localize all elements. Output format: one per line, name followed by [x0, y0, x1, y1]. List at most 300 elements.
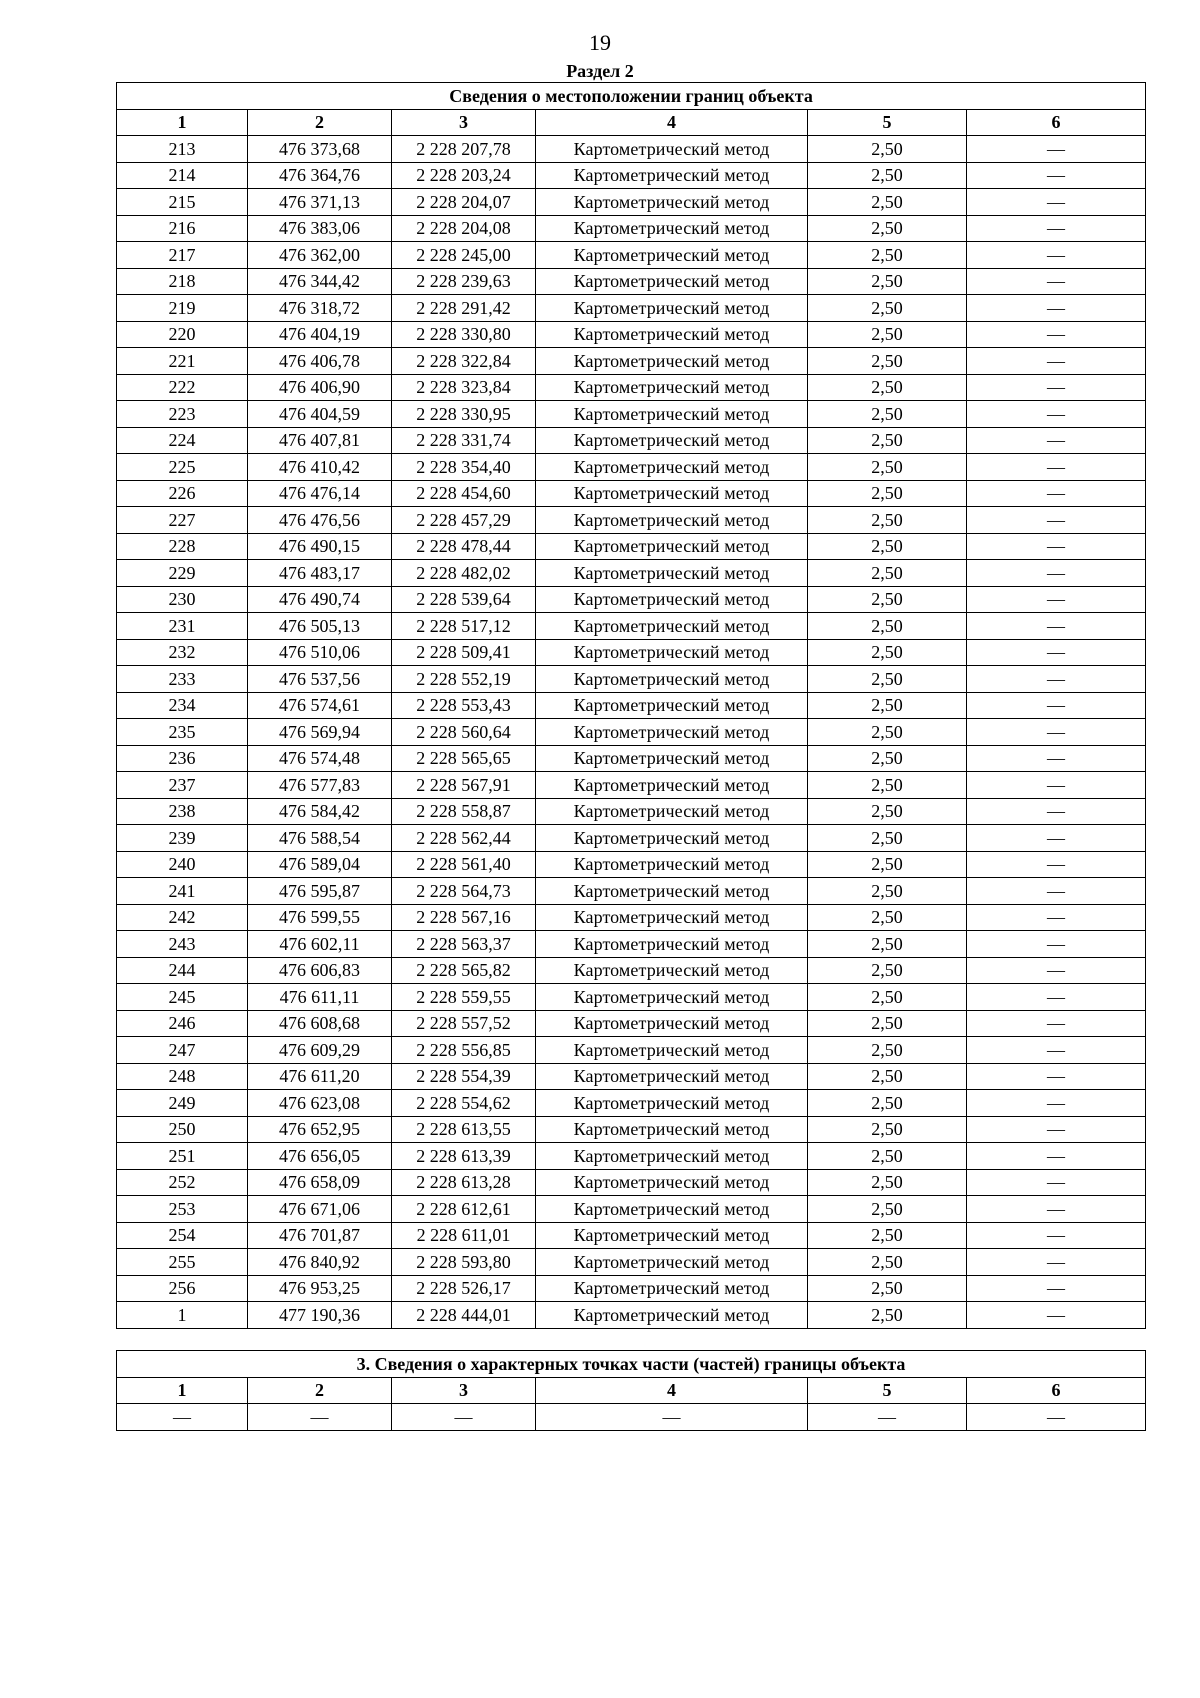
accuracy-cell: 2,50 [808, 1063, 967, 1090]
x-coordinate-cell: 476 577,83 [248, 772, 392, 799]
point-number-cell: 217 [117, 242, 248, 269]
table-row [117, 586, 1146, 613]
accuracy-cell: 2,50 [808, 586, 967, 613]
point-number-cell: 215 [117, 189, 248, 216]
accuracy-cell: 2,50 [808, 1010, 967, 1037]
method-cell: Картометрический метод [536, 772, 808, 799]
table-row [117, 480, 1146, 507]
x-coordinate-cell: 476 588,54 [248, 825, 392, 852]
table-row [117, 454, 1146, 481]
point-number-cell: 221 [117, 348, 248, 375]
table-row [117, 1116, 1146, 1143]
table-caption-row [117, 1351, 1146, 1378]
description-cell: — [967, 560, 1146, 587]
description-cell: — [967, 825, 1146, 852]
part-boundary-points-table [116, 1350, 1146, 1431]
point-number-cell: 232 [117, 639, 248, 666]
x-coordinate-cell: 476 611,20 [248, 1063, 392, 1090]
method-cell: Картометрический метод [536, 401, 808, 428]
point-number-cell: 249 [117, 1090, 248, 1117]
section-title: Раздел 2 [566, 61, 634, 81]
x-coordinate-cell: 476 362,00 [248, 242, 392, 269]
accuracy-cell: 2,50 [808, 1275, 967, 1302]
description-cell: — [967, 1196, 1146, 1223]
table-row [117, 401, 1146, 428]
description-cell: — [967, 374, 1146, 401]
y-coordinate-cell: 2 228 565,65 [392, 745, 536, 772]
method-cell: Картометрический метод [536, 560, 808, 587]
point-number-cell: 246 [117, 1010, 248, 1037]
table-row [117, 533, 1146, 560]
accuracy-cell: 2,50 [808, 1222, 967, 1249]
point-number-cell: 244 [117, 957, 248, 984]
accuracy-cell: 2,50 [808, 295, 967, 322]
table-row [117, 268, 1146, 295]
x-coordinate-cell: 476 364,76 [248, 162, 392, 189]
table-row [117, 189, 1146, 216]
table-row [117, 798, 1146, 825]
y-coordinate-cell: 2 228 554,39 [392, 1063, 536, 1090]
table-row [117, 904, 1146, 931]
method-cell: Картометрический метод [536, 1116, 808, 1143]
y-coordinate-cell: 2 228 330,95 [392, 401, 536, 428]
method-cell: Картометрический метод [536, 984, 808, 1011]
x-coordinate-cell: 476 623,08 [248, 1090, 392, 1117]
accuracy-cell: 2,50 [808, 454, 967, 481]
description-cell: — [967, 1404, 1146, 1431]
method-cell: Картометрический метод [536, 931, 808, 958]
description-cell: — [967, 268, 1146, 295]
method-cell: Картометрический метод [536, 692, 808, 719]
point-number-cell: 237 [117, 772, 248, 799]
y-coordinate-cell: 2 228 552,19 [392, 666, 536, 693]
y-coordinate-cell: 2 228 457,29 [392, 507, 536, 534]
method-cell: Картометрический метод [536, 1143, 808, 1170]
accuracy-cell: 2,50 [808, 984, 967, 1011]
description-cell: — [967, 1143, 1146, 1170]
table-row [117, 295, 1146, 322]
table-row [117, 560, 1146, 587]
x-coordinate-cell: 476 318,72 [248, 295, 392, 322]
column-header: 3 [392, 109, 536, 136]
description-cell: — [967, 401, 1146, 428]
x-coordinate-cell: 476 595,87 [248, 878, 392, 905]
table-row [117, 1222, 1146, 1249]
y-coordinate-cell: 2 228 553,43 [392, 692, 536, 719]
point-number-cell: 1 [117, 1302, 248, 1329]
table-row [117, 613, 1146, 640]
method-cell: Картометрический метод [536, 719, 808, 746]
point-number-cell: — [117, 1404, 248, 1431]
y-coordinate-cell: 2 228 558,87 [392, 798, 536, 825]
accuracy-cell: 2,50 [808, 1037, 967, 1064]
description-cell: — [967, 666, 1146, 693]
accuracy-cell: 2,50 [808, 957, 967, 984]
table-row [117, 1143, 1146, 1170]
boundary-coordinates-table [116, 82, 1146, 1329]
description-cell: — [967, 1090, 1146, 1117]
x-coordinate-cell: 476 656,05 [248, 1143, 392, 1170]
y-coordinate-cell: 2 228 239,63 [392, 268, 536, 295]
x-coordinate-cell: 476 476,14 [248, 480, 392, 507]
point-number-cell: 252 [117, 1169, 248, 1196]
method-cell: Картометрический метод [536, 798, 808, 825]
x-coordinate-cell: 476 490,74 [248, 586, 392, 613]
description-cell: — [967, 904, 1146, 931]
table-row [117, 136, 1146, 163]
y-coordinate-cell: 2 228 323,84 [392, 374, 536, 401]
x-coordinate-cell: 476 599,55 [248, 904, 392, 931]
point-number-cell: 235 [117, 719, 248, 746]
method-cell: Картометрический метод [536, 851, 808, 878]
accuracy-cell: 2,50 [808, 1196, 967, 1223]
x-coordinate-cell: 476 404,19 [248, 321, 392, 348]
point-number-cell: 226 [117, 480, 248, 507]
table-caption-row [117, 83, 1146, 110]
point-number-cell: 220 [117, 321, 248, 348]
page-number: 19 [589, 30, 611, 55]
method-cell: Картометрический метод [536, 480, 808, 507]
x-coordinate-cell: 476 584,42 [248, 798, 392, 825]
x-coordinate-cell: 476 574,61 [248, 692, 392, 719]
y-coordinate-cell: 2 228 354,40 [392, 454, 536, 481]
method-cell: Картометрический метод [536, 268, 808, 295]
x-coordinate-cell: 476 602,11 [248, 931, 392, 958]
description-cell: — [967, 957, 1146, 984]
point-number-cell: 218 [117, 268, 248, 295]
y-coordinate-cell: 2 228 593,80 [392, 1249, 536, 1276]
accuracy-cell: 2,50 [808, 745, 967, 772]
method-cell: Картометрический метод [536, 189, 808, 216]
table-row [117, 851, 1146, 878]
method-cell: Картометрический метод [536, 1037, 808, 1064]
y-coordinate-cell: 2 228 565,82 [392, 957, 536, 984]
description-cell: — [967, 1063, 1146, 1090]
accuracy-cell: 2,50 [808, 1143, 967, 1170]
y-coordinate-cell: 2 228 203,24 [392, 162, 536, 189]
description-cell: — [967, 507, 1146, 534]
accuracy-cell: 2,50 [808, 401, 967, 428]
column-header: 5 [808, 109, 967, 136]
y-coordinate-cell: 2 228 330,80 [392, 321, 536, 348]
y-coordinate-cell: 2 228 567,16 [392, 904, 536, 931]
y-coordinate-cell: 2 228 291,42 [392, 295, 536, 322]
y-coordinate-cell: 2 228 526,17 [392, 1275, 536, 1302]
x-coordinate-cell: 476 404,59 [248, 401, 392, 428]
y-coordinate-cell: 2 228 322,84 [392, 348, 536, 375]
y-coordinate-cell: 2 228 444,01 [392, 1302, 536, 1329]
description-cell: — [967, 692, 1146, 719]
column-header: 1 [117, 109, 248, 136]
x-coordinate-cell: — [248, 1404, 392, 1431]
accuracy-cell: 2,50 [808, 348, 967, 375]
point-number-cell: 223 [117, 401, 248, 428]
table-row [117, 772, 1146, 799]
description-cell: — [967, 1249, 1146, 1276]
point-number-cell: 227 [117, 507, 248, 534]
y-coordinate-cell: 2 228 454,60 [392, 480, 536, 507]
method-cell: Картометрический метод [536, 374, 808, 401]
point-number-cell: 234 [117, 692, 248, 719]
method-cell: Картометрический метод [536, 586, 808, 613]
y-coordinate-cell: 2 228 204,08 [392, 215, 536, 242]
table-caption: Сведения о местоположении границ объекта [117, 83, 1146, 110]
point-number-cell: 213 [117, 136, 248, 163]
table-row [117, 162, 1146, 189]
y-coordinate-cell: 2 228 563,37 [392, 931, 536, 958]
column-header: 4 [536, 109, 808, 136]
table-caption: 3. Сведения о характерных точках части (частей) границы объекта [117, 1351, 1146, 1378]
accuracy-cell: 2,50 [808, 1302, 967, 1329]
method-cell: Картометрический метод [536, 1222, 808, 1249]
x-coordinate-cell: 476 840,92 [248, 1249, 392, 1276]
method-cell: Картометрический метод [536, 745, 808, 772]
accuracy-cell: 2,50 [808, 1090, 967, 1117]
method-cell: Картометрический метод [536, 957, 808, 984]
x-coordinate-cell: 476 483,17 [248, 560, 392, 587]
description-cell: — [967, 189, 1146, 216]
accuracy-cell: 2,50 [808, 242, 967, 269]
y-coordinate-cell: 2 228 539,64 [392, 586, 536, 613]
accuracy-cell: 2,50 [808, 666, 967, 693]
table-row [117, 745, 1146, 772]
x-coordinate-cell: 476 537,56 [248, 666, 392, 693]
table-row [117, 427, 1146, 454]
point-number-cell: 240 [117, 851, 248, 878]
point-number-cell: 222 [117, 374, 248, 401]
point-number-cell: 255 [117, 1249, 248, 1276]
table-row [117, 1169, 1146, 1196]
table-row [117, 931, 1146, 958]
table-header-row [117, 1377, 1146, 1404]
description-cell: — [967, 878, 1146, 905]
point-number-cell: 256 [117, 1275, 248, 1302]
description-cell: — [967, 639, 1146, 666]
point-number-cell: 243 [117, 931, 248, 958]
point-number-cell: 238 [117, 798, 248, 825]
method-cell: Картометрический метод [536, 454, 808, 481]
accuracy-cell: 2,50 [808, 931, 967, 958]
accuracy-cell: 2,50 [808, 798, 967, 825]
accuracy-cell: — [808, 1404, 967, 1431]
column-header: 3 [392, 1377, 536, 1404]
accuracy-cell: 2,50 [808, 427, 967, 454]
table-row [117, 1037, 1146, 1064]
description-cell: — [967, 931, 1146, 958]
description-cell: — [967, 215, 1146, 242]
method-cell: Картометрический метод [536, 1275, 808, 1302]
method-cell: Картометрический метод [536, 878, 808, 905]
x-coordinate-cell: 476 606,83 [248, 957, 392, 984]
table-row [117, 1302, 1146, 1329]
column-header: 5 [808, 1377, 967, 1404]
point-number-cell: 253 [117, 1196, 248, 1223]
description-cell: — [967, 348, 1146, 375]
accuracy-cell: 2,50 [808, 268, 967, 295]
table-row [117, 507, 1146, 534]
x-coordinate-cell: 477 190,36 [248, 1302, 392, 1329]
table-row [117, 1275, 1146, 1302]
y-coordinate-cell: 2 228 517,12 [392, 613, 536, 640]
point-number-cell: 225 [117, 454, 248, 481]
method-cell: Картометрический метод [536, 825, 808, 852]
description-cell: — [967, 480, 1146, 507]
y-coordinate-cell: 2 228 331,74 [392, 427, 536, 454]
table-row [117, 825, 1146, 852]
method-cell: Картометрический метод [536, 533, 808, 560]
point-number-cell: 229 [117, 560, 248, 587]
y-coordinate-cell: 2 228 613,39 [392, 1143, 536, 1170]
table-row [117, 719, 1146, 746]
description-cell: — [967, 162, 1146, 189]
x-coordinate-cell: 476 609,29 [248, 1037, 392, 1064]
description-cell: — [967, 851, 1146, 878]
point-number-cell: 250 [117, 1116, 248, 1143]
method-cell: Картометрический метод [536, 136, 808, 163]
description-cell: — [967, 533, 1146, 560]
description-cell: — [967, 1275, 1146, 1302]
description-cell: — [967, 242, 1146, 269]
x-coordinate-cell: 476 344,42 [248, 268, 392, 295]
method-cell: Картометрический метод [536, 666, 808, 693]
method-cell: Картометрический метод [536, 427, 808, 454]
point-number-cell: 245 [117, 984, 248, 1011]
y-coordinate-cell: 2 228 561,40 [392, 851, 536, 878]
table-row [117, 1063, 1146, 1090]
table-row [117, 348, 1146, 375]
y-coordinate-cell: 2 228 612,61 [392, 1196, 536, 1223]
y-coordinate-cell: 2 228 611,01 [392, 1222, 536, 1249]
method-cell: Картометрический метод [536, 1302, 808, 1329]
description-cell: — [967, 136, 1146, 163]
method-cell: Картометрический метод [536, 904, 808, 931]
x-coordinate-cell: 476 658,09 [248, 1169, 392, 1196]
point-number-cell: 230 [117, 586, 248, 613]
point-number-cell: 254 [117, 1222, 248, 1249]
table-row [117, 321, 1146, 348]
description-cell: — [967, 1222, 1146, 1249]
accuracy-cell: 2,50 [808, 189, 967, 216]
x-coordinate-cell: 476 652,95 [248, 1116, 392, 1143]
accuracy-cell: 2,50 [808, 162, 967, 189]
method-cell: Картометрический метод [536, 1090, 808, 1117]
x-coordinate-cell: 476 701,87 [248, 1222, 392, 1249]
y-coordinate-cell: 2 228 562,44 [392, 825, 536, 852]
description-cell: — [967, 798, 1146, 825]
accuracy-cell: 2,50 [808, 692, 967, 719]
y-coordinate-cell: 2 228 245,00 [392, 242, 536, 269]
method-cell: Картометрический метод [536, 1196, 808, 1223]
table-row [117, 242, 1146, 269]
point-number-cell: 231 [117, 613, 248, 640]
point-number-cell: 251 [117, 1143, 248, 1170]
x-coordinate-cell: 476 589,04 [248, 851, 392, 878]
column-header: 2 [248, 1377, 392, 1404]
accuracy-cell: 2,50 [808, 1249, 967, 1276]
accuracy-cell: 2,50 [808, 533, 967, 560]
table-row [117, 1404, 1146, 1431]
accuracy-cell: 2,50 [808, 878, 967, 905]
point-number-cell: 247 [117, 1037, 248, 1064]
point-number-cell: 242 [117, 904, 248, 931]
x-coordinate-cell: 476 476,56 [248, 507, 392, 534]
method-cell: Картометрический метод [536, 1063, 808, 1090]
method-cell: Картометрический метод [536, 613, 808, 640]
method-cell: Картометрический метод [536, 507, 808, 534]
y-coordinate-cell: 2 228 564,73 [392, 878, 536, 905]
description-cell: — [967, 745, 1146, 772]
column-header: 6 [967, 1377, 1146, 1404]
table-row [117, 692, 1146, 719]
description-cell: — [967, 295, 1146, 322]
y-coordinate-cell: 2 228 560,64 [392, 719, 536, 746]
description-cell: — [967, 1169, 1146, 1196]
accuracy-cell: 2,50 [808, 1169, 967, 1196]
description-cell: — [967, 613, 1146, 640]
accuracy-cell: 2,50 [808, 507, 967, 534]
accuracy-cell: 2,50 [808, 851, 967, 878]
method-cell: Картометрический метод [536, 321, 808, 348]
description-cell: — [967, 1302, 1146, 1329]
column-header: 2 [248, 109, 392, 136]
point-number-cell: 248 [117, 1063, 248, 1090]
accuracy-cell: 2,50 [808, 613, 967, 640]
method-cell: Картометрический метод [536, 1010, 808, 1037]
x-coordinate-cell: 476 953,25 [248, 1275, 392, 1302]
y-coordinate-cell: 2 228 554,62 [392, 1090, 536, 1117]
description-cell: — [967, 427, 1146, 454]
y-coordinate-cell: 2 228 478,44 [392, 533, 536, 560]
accuracy-cell: 2,50 [808, 321, 967, 348]
method-cell: Картометрический метод [536, 639, 808, 666]
table-row [117, 1249, 1146, 1276]
x-coordinate-cell: 476 569,94 [248, 719, 392, 746]
y-coordinate-cell: 2 228 482,02 [392, 560, 536, 587]
y-coordinate-cell: 2 228 556,85 [392, 1037, 536, 1064]
description-cell: — [967, 454, 1146, 481]
y-coordinate-cell: 2 228 613,55 [392, 1116, 536, 1143]
accuracy-cell: 2,50 [808, 772, 967, 799]
column-header: 6 [967, 109, 1146, 136]
description-cell: — [967, 1037, 1146, 1064]
x-coordinate-cell: 476 608,68 [248, 1010, 392, 1037]
table-header-row [117, 109, 1146, 136]
table-row [117, 215, 1146, 242]
y-coordinate-cell: — [392, 1404, 536, 1431]
description-cell: — [967, 1116, 1146, 1143]
method-cell: Картометрический метод [536, 215, 808, 242]
y-coordinate-cell: 2 228 557,52 [392, 1010, 536, 1037]
point-number-cell: 224 [117, 427, 248, 454]
accuracy-cell: 2,50 [808, 825, 967, 852]
x-coordinate-cell: 476 671,06 [248, 1196, 392, 1223]
y-coordinate-cell: 2 228 559,55 [392, 984, 536, 1011]
x-coordinate-cell: 476 407,81 [248, 427, 392, 454]
y-coordinate-cell: 2 228 207,78 [392, 136, 536, 163]
description-cell: — [967, 984, 1146, 1011]
point-number-cell: 241 [117, 878, 248, 905]
method-cell: Картометрический метод [536, 348, 808, 375]
method-cell: Картометрический метод [536, 242, 808, 269]
table-row [117, 984, 1146, 1011]
column-header: 4 [536, 1377, 808, 1404]
table-row [117, 666, 1146, 693]
table-row [117, 878, 1146, 905]
y-coordinate-cell: 2 228 204,07 [392, 189, 536, 216]
accuracy-cell: 2,50 [808, 136, 967, 163]
point-number-cell: 236 [117, 745, 248, 772]
x-coordinate-cell: 476 510,06 [248, 639, 392, 666]
